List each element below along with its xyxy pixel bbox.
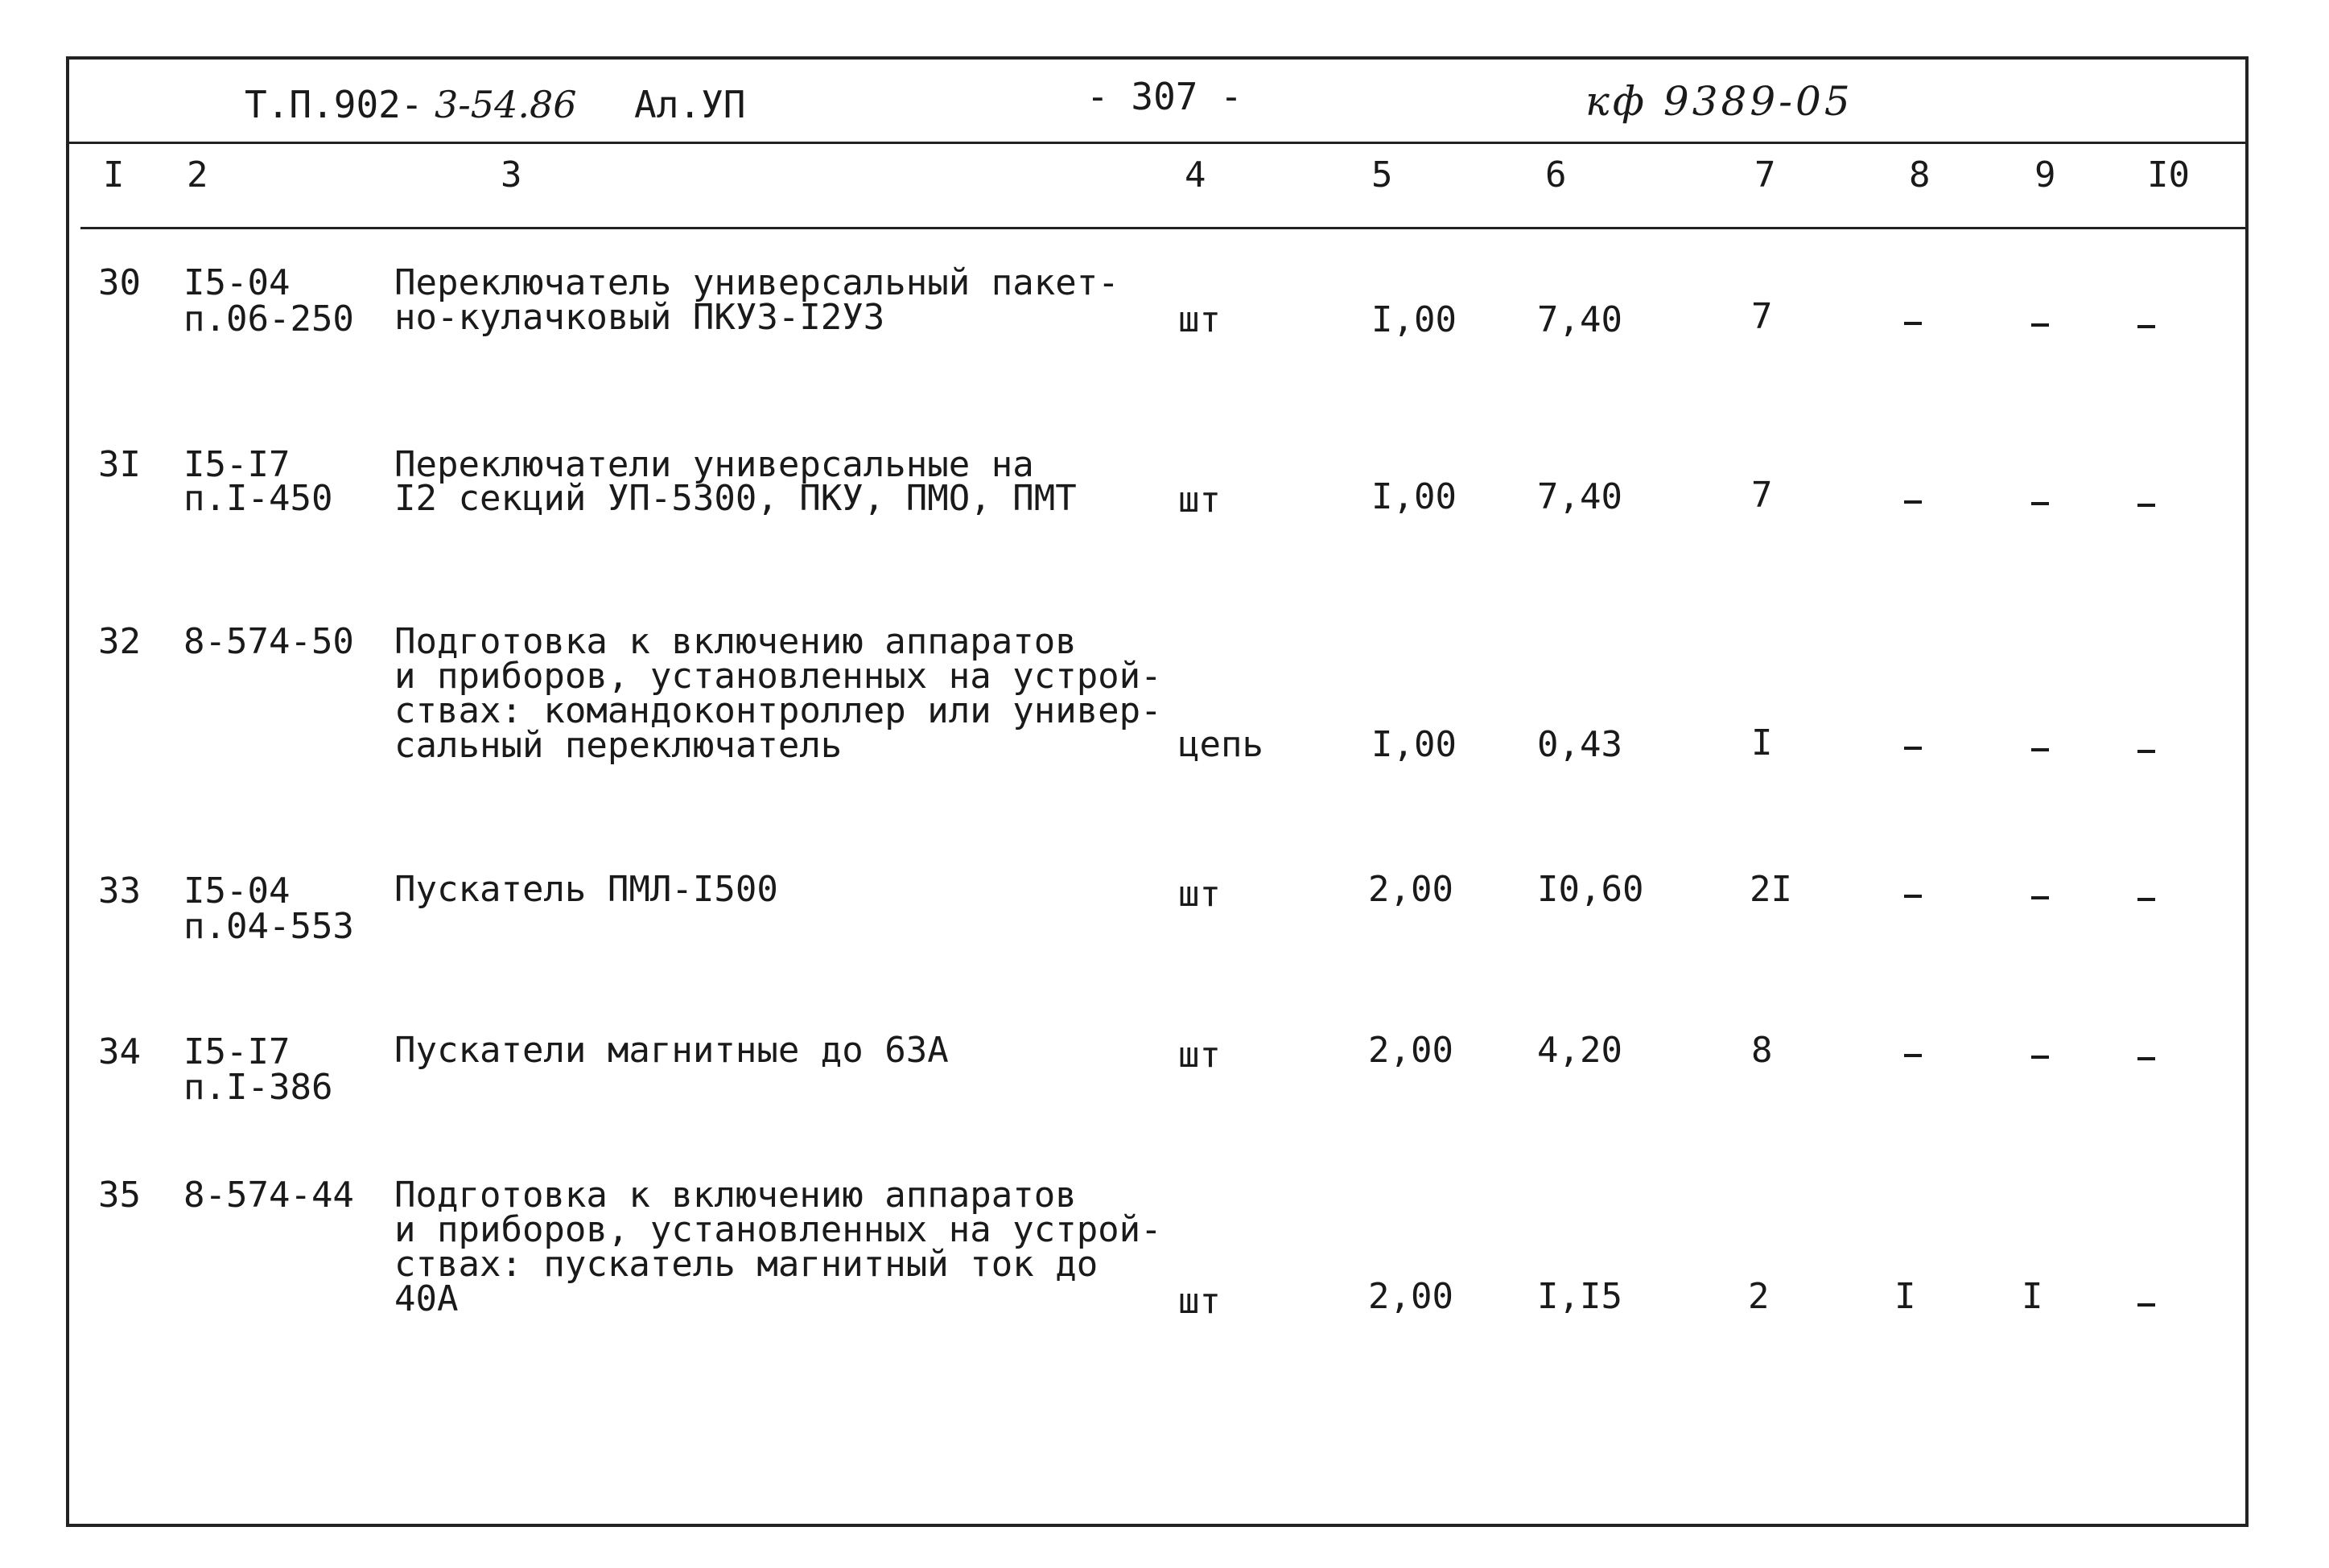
row-code-line: 8-574-44: [183, 1175, 354, 1216]
row-norm: I0,60: [1537, 869, 1644, 910]
row-code-line: п.I-386: [183, 1067, 333, 1108]
empty-cell-dash: [2031, 502, 2049, 505]
row-norm: 7,40: [1537, 299, 1622, 340]
row-code-line: I5-I7: [183, 1031, 291, 1072]
row-total: 7: [1751, 475, 1773, 516]
row-unit: шт: [1178, 299, 1221, 340]
row-total: 2I: [1750, 869, 1792, 910]
row-description-line: Переключатели универсальные на: [394, 444, 1034, 485]
row-code-line: 8-574-50: [183, 621, 354, 662]
row-number: 34: [98, 1031, 141, 1072]
row-unit: цепь: [1178, 724, 1263, 765]
row-number: 30: [98, 262, 141, 303]
row-description-line: Подготовка к включению аппаратов: [394, 621, 1077, 662]
row-description-line: и приборов, установленных на устрой-: [394, 1209, 1162, 1250]
empty-cell-dash: [1904, 895, 1922, 898]
row-norm: 0,43: [1537, 724, 1622, 765]
column-header-divider: [80, 227, 2249, 229]
row-description-line: Пускатели магнитные до 63А: [394, 1030, 949, 1071]
empty-cell-dash: [2031, 323, 2049, 327]
row-code-line: п.I-450: [183, 478, 333, 519]
empty-cell-dash: [2137, 898, 2155, 901]
row-code-line: I5-I7: [183, 444, 291, 485]
row-quantity: I,00: [1371, 476, 1457, 517]
row-quantity: 2,00: [1368, 1030, 1453, 1071]
row-total: 7: [1751, 296, 1773, 337]
row-description-line: и приборов, установленных на устрой-: [394, 656, 1162, 697]
row-unit: шт: [1178, 1035, 1221, 1076]
empty-cell-dash: [2137, 1057, 2155, 1060]
row-norm: 4,20: [1537, 1030, 1622, 1071]
column-header-8: 8: [1909, 154, 1931, 195]
row-total: 8: [1751, 1030, 1773, 1071]
empty-cell-dash: [2137, 1303, 2155, 1307]
row-description-line: Подготовка к включению аппаратов: [394, 1175, 1077, 1216]
empty-cell-dash: [2031, 896, 2049, 899]
row-description-line: Переключатель универсальный пакет-: [394, 262, 1119, 303]
page-number: - 307 -: [1086, 75, 1243, 118]
empty-cell-dash: [2137, 750, 2155, 753]
row-description-line: сальный переключатель: [394, 725, 843, 766]
row-col-9: I: [2022, 1276, 2043, 1317]
row-description-line: I2 секций УП-5300, ПКУ, ПМО, ПМТ: [394, 478, 1077, 519]
doc-code-handwritten: 3-54.86: [435, 83, 577, 126]
empty-cell-dash: [1904, 322, 1922, 325]
column-header-5: 5: [1371, 154, 1393, 195]
row-unit: шт: [1178, 874, 1221, 915]
row-unit: шт: [1178, 1281, 1221, 1322]
row-quantity: I,00: [1371, 724, 1457, 765]
row-col-8: I: [1894, 1276, 1916, 1317]
row-number: 32: [98, 621, 141, 662]
empty-cell-dash: [2031, 748, 2049, 751]
row-description-line: ствах: пускатель магнитный ток до: [394, 1244, 1099, 1285]
row-description-line: 40А: [394, 1278, 459, 1319]
row-total: I: [1751, 722, 1773, 763]
header-divider: [66, 142, 2249, 144]
row-code-line: I5-04: [183, 262, 291, 303]
empty-cell-dash: [2137, 504, 2155, 507]
row-quantity: I,00: [1371, 299, 1457, 340]
row-code-line: I5-04: [183, 870, 291, 912]
reference-number: кф 9389-05: [1585, 78, 1853, 125]
row-norm: 7,40: [1537, 476, 1622, 517]
row-description-line: ствах: командоконтроллер или универ-: [394, 690, 1162, 731]
empty-cell-dash: [2031, 1056, 2049, 1059]
column-header-10: I0: [2147, 154, 2190, 195]
empty-cell-dash: [1904, 747, 1922, 750]
empty-cell-dash: [1904, 500, 1922, 504]
row-quantity: 2,00: [1368, 1276, 1453, 1317]
document-frame: [66, 56, 2249, 1527]
row-number: 35: [98, 1175, 141, 1216]
row-code-line: п.06-250: [183, 298, 354, 340]
row-number: 3I: [98, 444, 141, 485]
column-header-7: 7: [1754, 154, 1776, 195]
column-header-9: 9: [2034, 154, 2056, 195]
row-total: 2: [1748, 1276, 1770, 1317]
row-quantity: 2,00: [1368, 869, 1453, 910]
column-header-4: 4: [1185, 154, 1206, 195]
row-norm: I,I5: [1537, 1276, 1622, 1317]
column-header-1: I: [103, 154, 125, 195]
row-number: 33: [98, 870, 141, 912]
row-unit: шт: [1178, 479, 1221, 521]
column-header-3: 3: [501, 154, 522, 195]
column-header-6: 6: [1545, 154, 1567, 195]
empty-cell-dash: [2137, 325, 2155, 328]
album-label: Ал.УП: [634, 83, 746, 126]
row-code-line: п.04-553: [183, 906, 354, 947]
row-description-line: но-кулачковый ПКУЗ-I2УЗ: [394, 297, 885, 338]
empty-cell-dash: [1904, 1054, 1922, 1057]
row-description-line: Пускатель ПМЛ-I500: [394, 869, 778, 910]
column-header-2: 2: [187, 154, 208, 195]
doc-code: Т.П.902-: [245, 83, 423, 126]
